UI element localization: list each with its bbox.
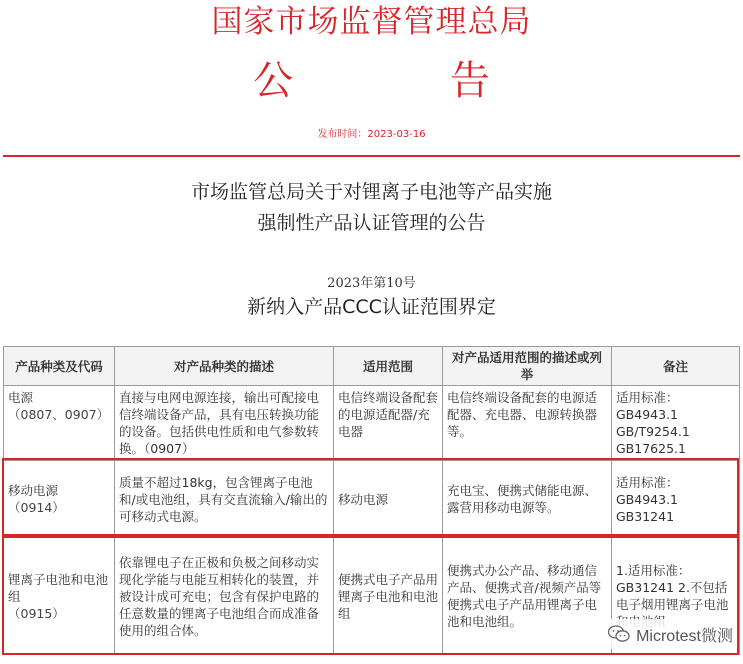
publish-date: 发布时间：2023-03-16	[317, 129, 426, 140]
description-cell: 直接与电网电源连接，输出可配接电信终端设备产品，具有电压转换功能的设备。包括供电性质和电气参数转换。（0907）	[115, 386, 334, 461]
scope-detail-cell: 便携式办公产品、移动通信产品、便携式音/视频产品等便携式电子产品用锂离子电池和电池组。	[443, 538, 612, 655]
header-cell: 对产品适用范围的描述或列举	[443, 347, 612, 386]
product-name: 电源	[8, 390, 34, 405]
remark-cell: 适用标准：GB4943.1 GB31241	[612, 461, 740, 538]
watermark	[604, 619, 737, 649]
wechat-icon	[608, 625, 630, 643]
scope-detail-cell: 充电宝、便携式储能电源、露营用移动电源等。	[443, 461, 612, 538]
watermark-text: Microtest微测	[636, 627, 733, 645]
product-code: （0914）	[8, 500, 65, 515]
table-header-row	[4, 347, 740, 386]
product-name: 移动电源	[8, 483, 59, 498]
product-code: （0915）	[8, 605, 65, 621]
remark-cell: 适用标准：GB4943.1 GB/T9254.1 GB17625.1	[612, 386, 740, 461]
header-cell: 备注	[612, 347, 740, 386]
header-cell: 对产品种类的描述	[115, 347, 334, 386]
remark-cell: 1.适用标准：GB31241 2.不包括电子烟用锂离子电池	[612, 538, 740, 655]
highlight-box-power-bank	[2, 458, 739, 536]
document-title-line2: 强制性产品认证管理的公告	[257, 212, 486, 234]
agency-name: 国家市场监督管理总局	[211, 4, 532, 40]
scope-cell: 移动电源	[334, 461, 443, 538]
product-name: 锂离子电池和电池组	[8, 571, 109, 604]
notice-title: 公 告	[253, 58, 562, 104]
description-cell: 依靠锂电子在正极和负极之间移动实现化学能与电能互相转化的装置，并被设计成可充电；包含有保护电路的任意数量的锂离子电池组合而成准备使用的组合体。	[115, 538, 334, 655]
table-row	[4, 386, 740, 461]
scope-cell: 便携式电子产品用锂离子电池和电池组	[334, 538, 443, 655]
header-cell: 适用范围	[334, 347, 443, 386]
description-cell: 质量不超过18kg，包含锂离子电池和/或电池组，具有交直流输入/输出的可移动式电源。	[115, 461, 334, 538]
scope-detail-cell: 电信终端设备配套的电源适配器、充电器、电源转换器等。	[443, 386, 612, 461]
header-divider	[3, 155, 740, 157]
scope-title: 新纳入产品CCC认证范围界定	[247, 296, 496, 318]
document-title-line1: 市场监管总局关于对锂离子电池等产品实施	[190, 181, 552, 203]
scope-cell: 电信终端设备配套的电源适配器/充电器	[334, 386, 443, 461]
product-cell	[4, 386, 115, 461]
header-cell: 产品种类及代码	[4, 347, 115, 386]
document-number: 2023年第10号	[327, 276, 416, 291]
product-code: （0807、0907）	[8, 407, 110, 422]
